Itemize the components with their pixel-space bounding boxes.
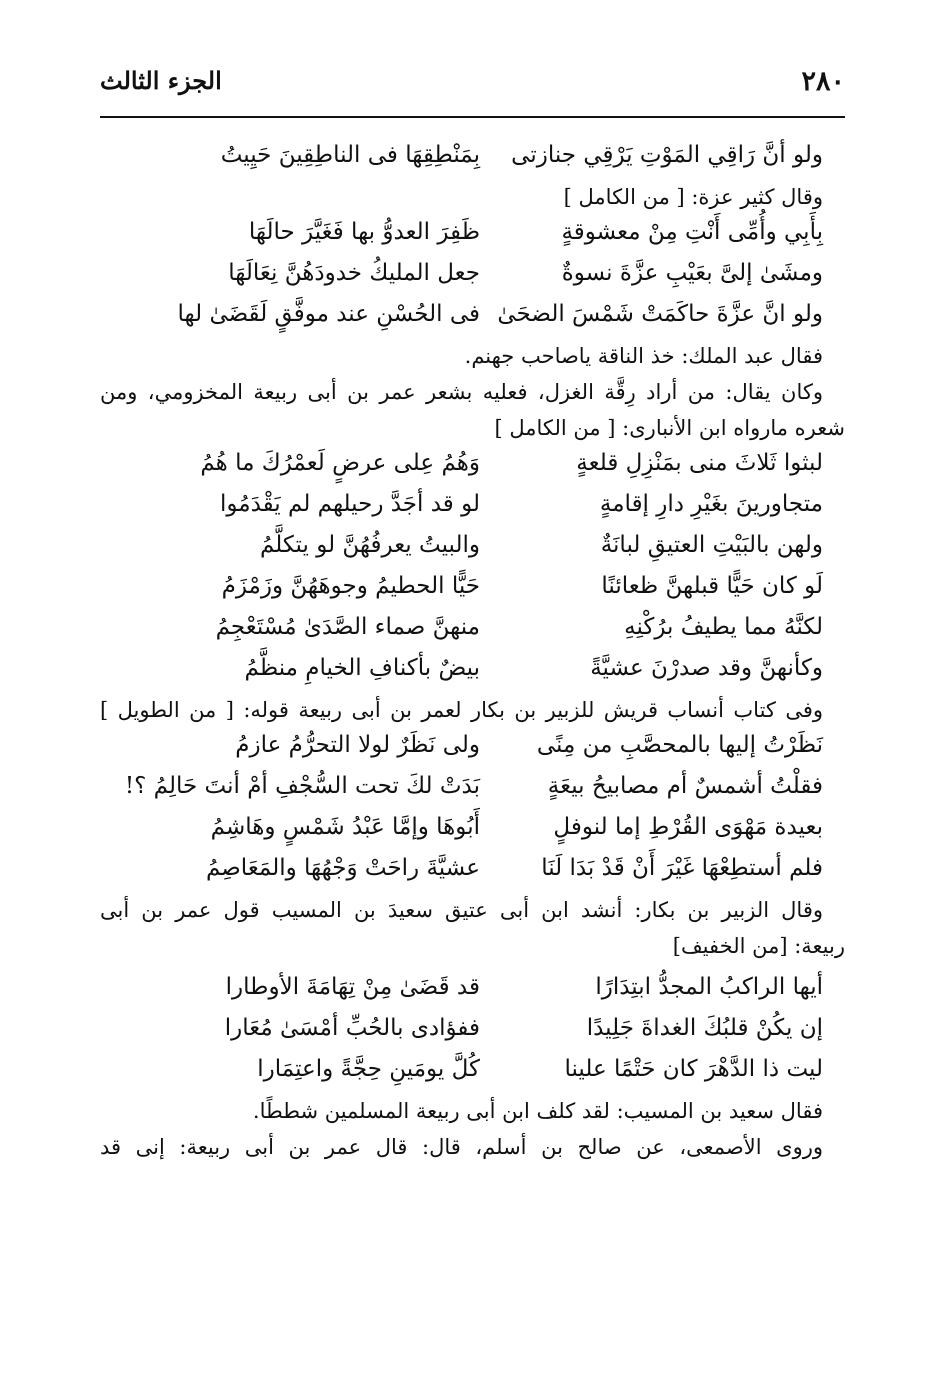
page-number: ٢٨٠ xyxy=(801,66,845,97)
prose-line: شعره مارواه ابن الأنبارى: [ من الكامل ] xyxy=(494,416,845,440)
prose-line: وفى كتاب أنساب قريش للزبير بن بكار لعمر بن أبى ربيعة قوله: [ من الطويل ] xyxy=(100,698,823,722)
verse-first-hemistich: ليت ذا الدَّهْرَ كان حَتْمًا علينا xyxy=(564,1056,823,1082)
verse-second-hemistich: ولى نَظَرٌ لولا التحرُّمُ عازمُ xyxy=(235,732,480,758)
verse xyxy=(100,651,845,692)
verse-second-hemistich: وَهُمُ عِلى عرضٍ لَعمْرُكَ ما هُمُ xyxy=(200,450,480,476)
verse-first-hemistich: ومشَىٰ إلىَّ بعَيْبِ عزَّةَ نسوةٌ xyxy=(561,260,823,286)
page-header xyxy=(100,62,845,106)
verse-first-hemistich: لبثوا ثَلاثَ منى بمَنْزِلِ قلعةٍ xyxy=(576,450,823,476)
verse xyxy=(100,1011,845,1052)
verse-second-hemistich: منهنَّ صماء الصَّدَىٰ مُسْتَعْجِمُ xyxy=(215,614,480,640)
prose-line: ربيعة: [من الخفيف] xyxy=(672,934,845,958)
verse-second-hemistich: فى الحُسْنِ عند موفَّقٍ لَقَضَىٰ لها xyxy=(177,301,480,327)
verse xyxy=(100,810,845,851)
verse-second-hemistich: ففؤادى بالحُبِّ أمْسَىٰ مُعَارا xyxy=(224,1015,480,1041)
prose-line: فقال سعيد بن المسيب: لقد كلف ابن أبى ربيعة المسلمين شططًا. xyxy=(252,1099,823,1123)
verse-first-hemistich: ولهن بالبَيْتِ العتيقِ لبانَةٌ xyxy=(600,532,823,558)
verse-first-hemistich: وكأنهنَّ وقد صدرْنَ عشيَّةً xyxy=(590,655,823,681)
verse-first-hemistich: فقلْتُ أشمسٌ أم مصابيحُ بيعَةٍ xyxy=(547,773,823,799)
prose-line: وقال الزبير بن بكار: أنشد ابن أبى عتيق سعيدَ بن المسيب قول عمر بن أبى xyxy=(100,898,823,922)
verse xyxy=(100,851,845,892)
verse-second-hemistich: عشيَّةَ راحَتْ وَجْهُهَا والمَعَاصِمُ xyxy=(205,855,480,881)
prose-line: وقال كثير عزة: [ من الكامل ] xyxy=(563,185,823,209)
verse-first-hemistich: ولو أنَّ رَاقِي المَوْتِ يَرْقِي جنازتى xyxy=(511,142,823,168)
verse-second-hemistich: بَدَتْ لكَ تحت السُّجْفِ أمْ أنتَ حَالِمُ ؟! xyxy=(124,773,480,799)
verse xyxy=(100,528,845,569)
verse-first-hemistich: فلم أستطِعْهَا غَيْرَ أَنْ قَدْ بَدَا لَنَا xyxy=(541,855,823,881)
header-rule xyxy=(100,116,845,118)
verse-second-hemistich: كُلَّ يومَينِ حِجَّةً واعتِمَارا xyxy=(257,1056,480,1082)
verse xyxy=(100,138,845,179)
verse xyxy=(100,215,845,256)
verse-second-hemistich: جعل المليكُ خدودَهُنَّ نِعَالَهَا xyxy=(228,260,480,286)
verse-first-hemistich: بعيدة مَهْوَى القُرْطِ إما لنوفلٍ xyxy=(553,814,823,840)
verse-second-hemistich: بِمَنْطِقِهَا فى الناطِقِينَ حَيِيتُ xyxy=(220,142,480,168)
verse-second-hemistich: أَبُوهَا وإمَّا عَبْدُ شَمْسٍ وهَاشِمُ xyxy=(210,814,480,840)
verse-second-hemistich: لو قد أجَدَّ رحيلهم لم يَقْدَمُوا xyxy=(220,491,480,517)
verse xyxy=(100,610,845,651)
verse-first-hemistich: لكنَّهُ مما يطيفُ برُكْنِهِ xyxy=(624,614,823,640)
verse xyxy=(100,256,845,297)
verse-first-hemistich: أيها الراكبُ المجدُّ ابتِدَارًا xyxy=(595,974,823,1000)
verse xyxy=(100,446,845,487)
verse-second-hemistich: ظَفِرَ العدوُّ بها فَغَيَّرَ حالَهَا xyxy=(248,219,480,245)
verse-first-hemistich: ولو انَّ عزَّةَ حاكَمَتْ شَمْسَ الضحَىٰ xyxy=(497,301,823,327)
verse-first-hemistich: بِأَبِي وأُمِّى أَنْتِ مِنْ معشوقةٍ xyxy=(561,219,823,245)
verse-second-hemistich: حَيًّا الحطيمُ وجوهَهُنَّ وزَمْزَمُ xyxy=(221,573,480,599)
prose-line: فقال عبد الملك: خذ الناقة ياصاحب جهنم. xyxy=(464,344,823,368)
verse-second-hemistich: والبيتُ يعرفُهُنَّ لو يتكلَّمُ xyxy=(259,532,480,558)
verse xyxy=(100,728,845,769)
verse xyxy=(100,970,845,1011)
prose-line: وكان يقال: من أراد رِقَّة الغزل، فعليه بشعر عمر بن أبى ربيعة المخزومي، ومن xyxy=(100,380,823,404)
verse xyxy=(100,569,845,610)
running-title: الجزء الثالث xyxy=(100,66,222,95)
prose-line: وروى الأصمعى، عن صالح بن أسلم، قال: قال عمر بن أبى ربيعة: إنى قد xyxy=(100,1135,823,1159)
verse-first-hemistich: لَو كان حَيًّا قبلهنَّ ظعائنًا xyxy=(601,573,823,599)
verse xyxy=(100,1052,845,1093)
verse-first-hemistich: إن يكُنْ قلبُكَ الغداةَ جَلِيدًا xyxy=(586,1015,823,1041)
verse xyxy=(100,297,845,338)
verse-second-hemistich: بيضٌ بأكنافِ الخيامِ منظَّمُ xyxy=(244,655,480,681)
verse-first-hemistich: متجاورينَ بغَيْرِ دارِ إقامةٍ xyxy=(599,491,823,517)
verse xyxy=(100,769,845,810)
verse-first-hemistich: نَظَرْتُ إليها بالمحصَّبِ من مِنًى xyxy=(536,732,823,758)
verse xyxy=(100,487,845,528)
verse-second-hemistich: قد قَضَىٰ مِنْ تِهَامَةَ الأوطارا xyxy=(225,974,480,1000)
page-body xyxy=(100,138,845,1165)
